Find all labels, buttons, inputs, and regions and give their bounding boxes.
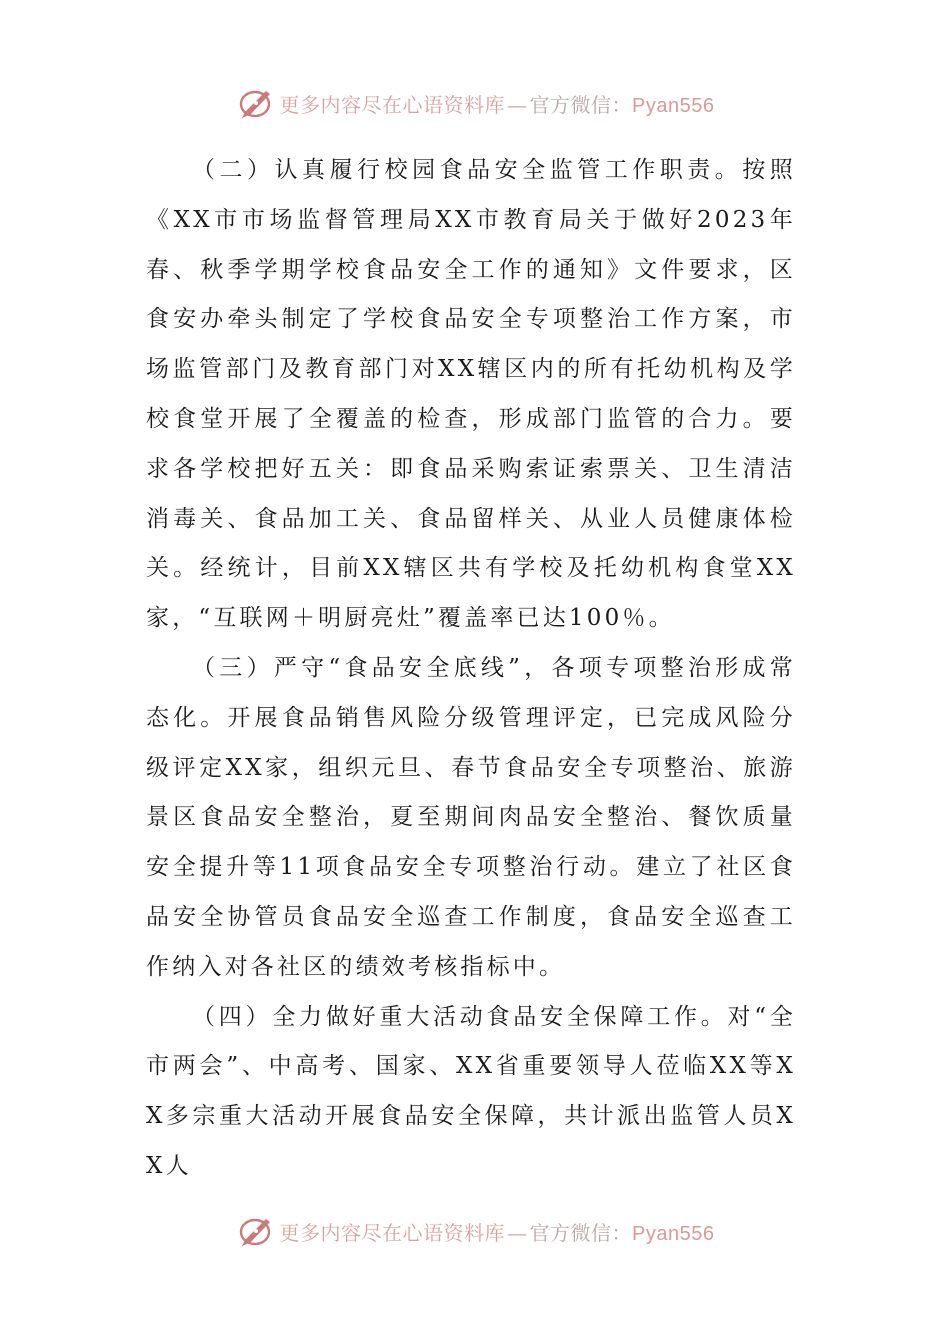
- banner-label: 官方微信：: [529, 92, 633, 117]
- banner-main-text: 更多内容尽在心语资料库: [279, 1220, 506, 1245]
- banner-separator: —: [507, 1220, 528, 1245]
- header-banner: [0, 78, 950, 128]
- banner-label: 官方微信：: [529, 1220, 633, 1245]
- paragraph-3: （三）严守“食品安全底线”，各项专项整治形成常态化。开展食品销售风险分级管理评定，已完成风险分级评定XX家，组织元旦、春节食品安全专项整治、旅游景区食品安全整治，夏至期间肉品安全整治、餐饮质量安全提升等11项食品安全专项整治行动。建立了社区食品安全协管员食品安全巡查工作制度，食品安全巡查工作纳入对各社区的绩效考核指标中。: [146, 654, 796, 980]
- pen-nib-logo-icon: [236, 83, 276, 123]
- banner-main-text: 更多内容尽在心语资料库: [279, 92, 506, 117]
- banner-separator: —: [507, 92, 528, 117]
- document-body: [146, 146, 796, 1192]
- banner-wechat-id: Pyan556: [632, 1222, 715, 1245]
- paragraph-4: （四）全力做好重大活动食品安全保障工作。对“全市两会”、中高考、国家、XX省重要领导人莅临XX等XX多宗重大活动开展食品安全保障，共计派出监管人员XX人: [146, 1003, 796, 1179]
- paragraph-2: （二）认真履行校园食品安全监管工作职责。按照《XX市市场监督管理局XX市教育局关于做好2023年春、秋季学期学校食品安全工作的通知》文件要求，区食安办牵头制定了学校食品安全专项整治工作方案，市场监管部门及教育部门对XX辖区内的所有托幼机构及学校食堂开展了全覆盖的检查，形成部门监管的合力。要求各学校把好五关：即食品采购索证索票关、卫生清洁消毒关、食品加工关、食品留样关、从业人员健康体检关。经统计，目前XX辖区共有学校及托幼机构食堂XX家，“互联网＋明厨亮灶”覆盖率已达100％。: [146, 157, 796, 632]
- banner-wechat-id: Pyan556: [632, 94, 715, 117]
- pen-nib-logo-icon: [236, 1211, 276, 1251]
- footer-banner: [0, 1206, 950, 1256]
